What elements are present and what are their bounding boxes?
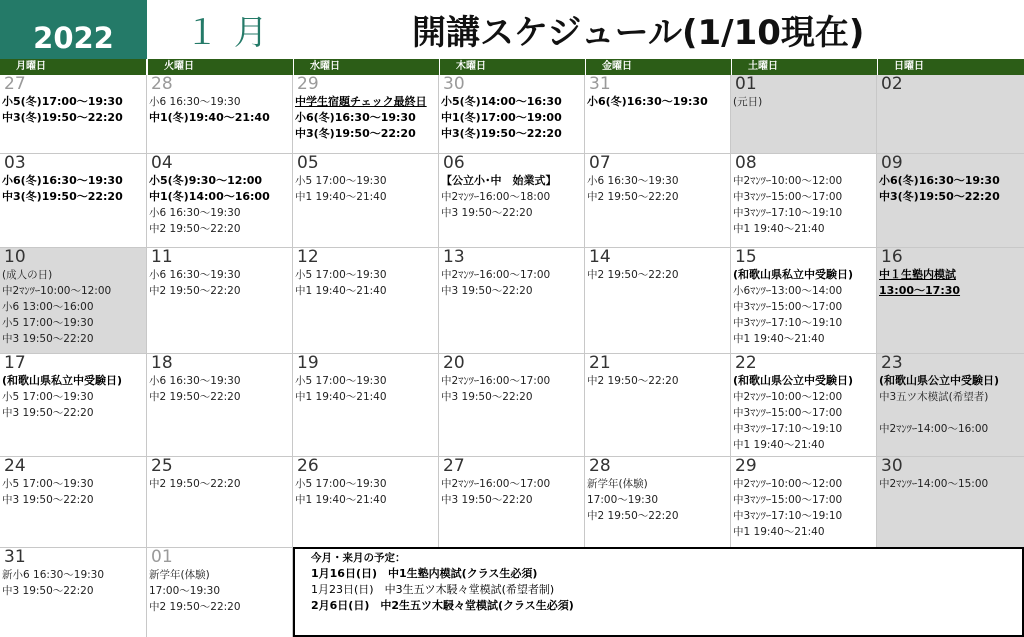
schedule-entry: 中3ﾏﾝﾂｰ17:10～19:10 xyxy=(733,317,843,329)
calendar-day-cell xyxy=(731,354,877,457)
day-number: 14 xyxy=(589,248,611,267)
day-number: 29 xyxy=(297,75,319,94)
calendar-day-cell xyxy=(585,457,731,548)
calendar-day-cell xyxy=(0,75,147,154)
schedule-entry: 中2ﾏﾝﾂｰ10:00～12:00 xyxy=(733,391,843,403)
day-number: 23 xyxy=(881,354,903,373)
schedule-entry: 新学年(体験) xyxy=(149,569,210,581)
schedule-entry: 中3ﾏﾝﾂｰ15:00～17:00 xyxy=(733,494,843,506)
calendar-day-cell xyxy=(293,75,439,154)
day-number: 11 xyxy=(151,248,173,267)
schedule-entry: 中3(冬)19:50～22:20 xyxy=(295,127,416,140)
schedule-entry: 中3ﾏﾝﾂｰ17:10～19:10 xyxy=(733,510,843,522)
day-number: 04 xyxy=(151,154,173,173)
day-number: 28 xyxy=(151,75,173,94)
schedule-entry: 中3 19:50～22:20 xyxy=(2,333,94,345)
schedule-entry: 中3(冬)19:50～22:20 xyxy=(441,127,562,140)
schedule-entry: 小6 16:30～19:30 xyxy=(149,207,241,219)
day-number: 06 xyxy=(443,154,465,173)
calendar-day-cell xyxy=(293,154,439,248)
schedule-entry: 小6(冬)16:30～19:30 xyxy=(587,95,708,108)
calendar-day-cell xyxy=(0,548,147,637)
calendar-day-cell xyxy=(585,154,731,248)
schedule-entry: 中2 19:50～22:20 xyxy=(149,223,241,235)
day-number: 24 xyxy=(4,457,26,476)
calendar-day-cell xyxy=(877,154,1024,248)
day-number: 09 xyxy=(881,154,903,173)
schedule-entry: 中3 19:50～22:20 xyxy=(2,407,94,419)
calendar-day-cell xyxy=(585,248,731,354)
schedule-entry: 中3ﾏﾝﾂｰ15:00～17:00 xyxy=(733,301,843,313)
weekday-header: 月曜日 xyxy=(0,59,146,75)
schedule-entry: 中1 19:40～21:40 xyxy=(295,494,387,506)
schedule-entry: 17:00～19:30 xyxy=(587,494,659,506)
day-number: 28 xyxy=(589,457,611,476)
calendar-day-cell xyxy=(585,354,731,457)
calendar-day-cell xyxy=(877,354,1024,457)
schedule-entry: 中3 19:50～22:20 xyxy=(441,207,533,219)
calendar-day-cell xyxy=(293,354,439,457)
schedule-entry: 中2 19:50～22:20 xyxy=(587,375,679,387)
day-number: 17 xyxy=(4,354,26,373)
schedule-entry: (成人の日) xyxy=(2,269,53,281)
schedule-entry: 小5(冬)17:00～19:30 xyxy=(2,95,123,108)
schedule-entry: 小5 17:00～19:30 xyxy=(2,478,94,490)
schedule-entry: 小6 16:30～19:30 xyxy=(149,375,241,387)
day-number: 21 xyxy=(589,354,611,373)
calendar-day-cell xyxy=(439,75,585,154)
weekday-header: 金曜日 xyxy=(586,59,731,75)
schedule-entry: 小6 16:30～19:30 xyxy=(587,175,679,187)
schedule-entry: 中3(冬)19:50～22:20 xyxy=(2,111,123,124)
schedule-entry: 小5 17:00～19:30 xyxy=(295,269,387,281)
notes-title: 今月・来月の予定： xyxy=(311,552,406,564)
day-number: 02 xyxy=(881,75,903,94)
day-number: 20 xyxy=(443,354,465,373)
weekday-header: 水曜日 xyxy=(294,59,439,75)
schedule-entry: 小5 17:00～19:30 xyxy=(295,478,387,490)
schedule-entry: 中3 19:50～22:20 xyxy=(2,494,94,506)
schedule-entry: 中2 19:50～22:20 xyxy=(587,269,679,281)
day-number: 10 xyxy=(4,248,26,267)
day-number: 01 xyxy=(151,548,173,567)
schedule-entry: 中1(冬)19:40～21:40 xyxy=(149,111,270,124)
weekday-header: 火曜日 xyxy=(148,59,293,75)
schedule-entry: 小5 17:00～19:30 xyxy=(295,375,387,387)
schedule-entry: (和歌山県公立中受験日) xyxy=(879,374,1000,387)
schedule-entry: 小5 17:00～19:30 xyxy=(295,175,387,187)
calendar-day-cell xyxy=(0,248,147,354)
schedule-entry: (和歌山県公立中受験日) xyxy=(733,374,854,387)
schedule-entry: 新学年(体験) xyxy=(587,478,648,490)
schedule-entry: 小6(冬)16:30～19:30 xyxy=(2,174,123,187)
schedule-entry: 中2ﾏﾝﾂｰ10:00～12:00 xyxy=(733,478,843,490)
day-number: 27 xyxy=(443,457,465,476)
schedule-entry: 中2ﾏﾝﾂｰ16:00～17:00 xyxy=(441,269,551,281)
schedule-entry: 中１生塾内模試 xyxy=(879,268,956,281)
schedule-entry: 中2ﾏﾝﾂｰ16:00～18:00 xyxy=(441,191,551,203)
schedule-entry: 小5(冬)9:30～12:00 xyxy=(149,174,263,187)
schedule-entry: 中3 19:50～22:20 xyxy=(441,391,533,403)
day-number: 31 xyxy=(589,75,611,94)
day-number: 12 xyxy=(297,248,319,267)
schedule-entry: 中3 19:50～22:20 xyxy=(441,494,533,506)
day-number: 27 xyxy=(4,75,26,94)
day-number: 05 xyxy=(297,154,319,173)
calendar-day-cell xyxy=(147,75,293,154)
schedule-entry: 中1 19:40～21:40 xyxy=(295,391,387,403)
schedule-entry: 中3(冬)19:50～22:20 xyxy=(2,190,123,203)
day-number: 16 xyxy=(881,248,903,267)
calendar-day-cell xyxy=(439,457,585,548)
notes-entry: 1月16日(日) 中1生塾内模試(クラス生必須) xyxy=(311,567,538,580)
calendar-day-cell xyxy=(877,75,1024,154)
weekday-header-row xyxy=(0,59,1024,75)
schedule-entry: 17:00～19:30 xyxy=(149,585,221,597)
day-number: 08 xyxy=(735,154,757,173)
notes-entry: 2月6日(日) 中2生五ツ木駸々堂模試(クラス生必須) xyxy=(311,599,574,612)
schedule-entry: (和歌山県私立中受験日) xyxy=(2,374,123,387)
schedule-entry: 中1 19:40～21:40 xyxy=(733,333,825,345)
schedule-entry: 中2 19:50～22:20 xyxy=(149,478,241,490)
calendar-day-cell xyxy=(293,457,439,548)
schedule-entry xyxy=(879,405,1024,421)
schedule-entry: 中1 19:40～21:40 xyxy=(733,439,825,451)
schedule-entry: 中3ﾏﾝﾂｰ17:10～19:10 xyxy=(733,423,843,435)
schedule-entry: 中2ﾏﾝﾂｰ14:00～15:00 xyxy=(879,478,989,490)
schedule-entry: 中2ﾏﾝﾂｰ16:00～17:00 xyxy=(441,478,551,490)
calendar-day-cell xyxy=(439,248,585,354)
day-number: 03 xyxy=(4,154,26,173)
calendar-day-cell xyxy=(731,154,877,248)
weekday-header: 土曜日 xyxy=(732,59,877,75)
calendar-day-cell xyxy=(585,75,731,154)
schedule-entry: 中3五ツ木模試(希望者) xyxy=(879,391,989,403)
schedule-entry: 小5 17:00～19:30 xyxy=(2,391,94,403)
schedule-entry: 中2ﾏﾝﾂｰ10:00～12:00 xyxy=(733,175,843,187)
day-number: 26 xyxy=(297,457,319,476)
day-number: 01 xyxy=(735,75,757,94)
day-number: 22 xyxy=(735,354,757,373)
schedule-entry: 小6(冬)16:30～19:30 xyxy=(879,174,1000,187)
day-number: 30 xyxy=(881,457,903,476)
schedule-entry: 小6(冬)16:30～19:30 xyxy=(295,111,416,124)
notes-entry: 1月23日(日) 中3生五ツ木駸々堂模試(希望者制) xyxy=(311,583,555,596)
calendar-day-cell xyxy=(147,154,293,248)
schedule-entry: 中2 19:50～22:20 xyxy=(587,510,679,522)
schedule-entry: 中1 19:40～21:40 xyxy=(295,285,387,297)
schedule-entry: 小6ﾏﾝﾂｰ13:00～14:00 xyxy=(733,285,843,297)
schedule-entry: 中1(冬)14:00～16:00 xyxy=(149,190,270,203)
schedule-entry: 中3(冬)19:50～22:20 xyxy=(879,190,1000,203)
calendar-day-cell xyxy=(0,154,147,248)
schedule-entry: 【公立小･中 始業式】 xyxy=(441,174,557,187)
calendar-day-cell xyxy=(731,75,877,154)
day-number: 31 xyxy=(4,548,26,567)
calendar-day-cell xyxy=(877,248,1024,354)
weekday-header: 木曜日 xyxy=(440,59,585,75)
calendar-day-cell xyxy=(731,248,877,354)
calendar-day-cell xyxy=(0,354,147,457)
schedule-entry: 小6 16:30～19:30 xyxy=(149,96,241,108)
schedule-entry: 小6 13:00～16:00 xyxy=(2,301,94,313)
schedule-entry: 中2 19:50～22:20 xyxy=(149,601,241,613)
schedule-entry: 中3ﾏﾝﾂｰ17:10～19:10 xyxy=(733,207,843,219)
schedule-entry: 中3 19:50～22:20 xyxy=(441,285,533,297)
month-label: １ 月 xyxy=(185,13,270,53)
schedule-entry: 中3ﾏﾝﾂｰ15:00～17:00 xyxy=(733,191,843,203)
schedule-entry: 中2 19:50～22:20 xyxy=(149,391,241,403)
day-number: 18 xyxy=(151,354,173,373)
schedule-entry: 中2ﾏﾝﾂｰ16:00～17:00 xyxy=(441,375,551,387)
calendar-day-cell xyxy=(439,154,585,248)
calendar-day-cell xyxy=(147,248,293,354)
schedule-entry: (和歌山県私立中受験日) xyxy=(733,268,854,281)
calendar-day-cell xyxy=(147,548,293,637)
schedule-entry: 中1 19:40～21:40 xyxy=(733,526,825,538)
schedule-entry: 小5(冬)14:00～16:30 xyxy=(441,95,562,108)
day-number: 25 xyxy=(151,457,173,476)
schedule-entry: (元日) xyxy=(733,96,763,108)
day-number: 13 xyxy=(443,248,465,267)
schedule-entry: 中3ﾏﾝﾂｰ15:00～17:00 xyxy=(733,407,843,419)
schedule-entry: 中1 19:40～21:40 xyxy=(733,223,825,235)
calendar-day-cell xyxy=(877,457,1024,548)
schedule-entry: 小6 16:30～19:30 xyxy=(149,269,241,281)
schedule-entry: 新小6 16:30～19:30 xyxy=(2,569,105,581)
schedule-entry: 中1(冬)17:00～19:00 xyxy=(441,111,562,124)
calendar-day-cell xyxy=(293,248,439,354)
schedule-entry: 中2ﾏﾝﾂｰ14:00～16:00 xyxy=(879,423,989,435)
schedule-entry: 中2 19:50～22:20 xyxy=(587,191,679,203)
schedule-entry: 小5 17:00～19:30 xyxy=(2,317,94,329)
page-title: 開講スケジュール(1/10現在) xyxy=(412,13,865,53)
day-number: 15 xyxy=(735,248,757,267)
year-label: 2022 xyxy=(0,0,147,59)
calendar-day-cell xyxy=(147,354,293,457)
day-number: 30 xyxy=(443,75,465,94)
calendar-day-cell xyxy=(731,457,877,548)
schedule-entry: 中3 19:50～22:20 xyxy=(2,585,94,597)
upcoming-notes-box xyxy=(293,547,1024,637)
calendar-day-cell xyxy=(147,457,293,548)
day-number: 19 xyxy=(297,354,319,373)
schedule-entry: 13:00～17:30 xyxy=(879,284,961,297)
schedule-entry: 中2ﾏﾝﾂｰ10:00～12:00 xyxy=(2,285,112,297)
calendar-day-cell xyxy=(0,457,147,548)
weekday-header: 日曜日 xyxy=(878,59,1024,75)
calendar-day-cell xyxy=(439,354,585,457)
schedule-entry: 中2 19:50～22:20 xyxy=(149,285,241,297)
schedule-entry: 中学生宿題チェック最終日 xyxy=(295,95,427,108)
day-number: 07 xyxy=(589,154,611,173)
day-number: 29 xyxy=(735,457,757,476)
schedule-entry: 中1 19:40～21:40 xyxy=(295,191,387,203)
